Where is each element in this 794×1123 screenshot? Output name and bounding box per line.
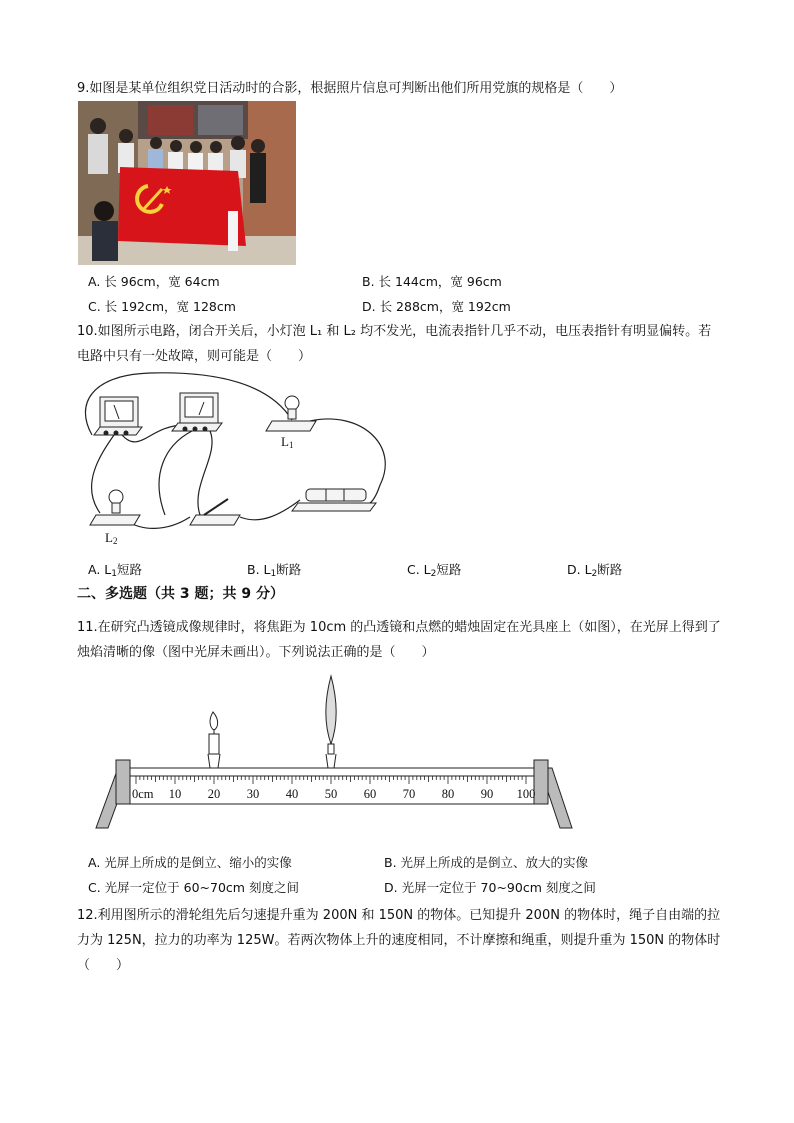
ruler-label: 40 <box>285 787 299 801</box>
section-title: 二、多选题（共 3 题；共 9 分） <box>77 586 284 602</box>
label-l2: $L_2$ <box>105 530 118 546</box>
q9-option-c[interactable]: C. 长 192cm，宽 128cm <box>88 299 236 314</box>
ruler-label: 30 <box>246 787 260 801</box>
q11-option-a[interactable]: A. 光屏上所成的是倒立、缩小的实像 <box>88 855 292 870</box>
voltmeter <box>172 393 222 431</box>
ruler-label: 80 <box>441 787 455 801</box>
q11-option-c[interactable]: C. 光屏一定位于 60~70cm 刻度之间 <box>88 880 299 895</box>
q10-stem: 10.如图所示电路，闭合开关后，小灯泡 L₁ 和 L₂ 均不发光，电流表指针几乎不动，电压表指针有明显偏转。若电路中只有一处故障，则可能是（ ） <box>77 324 712 364</box>
q10-option-c[interactable]: C. $L_2$短路 <box>407 562 462 579</box>
q10-circuit-diagram <box>70 365 390 550</box>
bulb-l2 <box>90 490 140 525</box>
ruler-label: 10 <box>168 787 182 801</box>
ruler-label: 20 <box>207 787 221 801</box>
q11-option-b[interactable]: B. 光屏上所成的是倒立、放大的实像 <box>384 855 589 870</box>
ruler-label: 70 <box>402 787 416 801</box>
q9-option-a[interactable]: A. 长 96cm，宽 64cm <box>88 274 220 289</box>
q10-option-d[interactable]: D. $L_2$断路 <box>567 562 623 579</box>
ruler-label: 60 <box>363 787 377 801</box>
ammeter <box>94 397 142 435</box>
ruler-label: 90 <box>480 787 494 801</box>
q10-option-b[interactable]: B. $L_1$断路 <box>247 562 302 579</box>
bulb-l1 <box>266 396 316 431</box>
q9-photo <box>78 101 296 265</box>
q11-optical-bench <box>94 672 574 834</box>
candle <box>208 712 220 768</box>
q11-option-d[interactable]: D. 光屏一定位于 70~90cm 刻度之间 <box>384 880 596 895</box>
q9-option-b[interactable]: B. 长 144cm，宽 96cm <box>362 274 502 289</box>
ruler-label: 0cm <box>132 787 154 801</box>
q12-stem: 12.利用图所示的滑轮组先后匀速提升重为 200N 和 150N 的物体。已知提升 200N 的物体时，绳子自由端的拉力为 125N，拉力的功率为 125W。若两次物体上升的速度相同，不计摩擦和绳重，则提升重为 150N 的物体时（ ） <box>77 908 721 973</box>
q10-option-a[interactable]: A. $L_1$短路 <box>88 562 142 579</box>
convex-lens <box>326 676 337 768</box>
ruler-label: 50 <box>324 787 338 801</box>
q9-option-d[interactable]: D. 长 288cm，宽 192cm <box>362 299 511 314</box>
q11-stem: 11.在研究凸透镜成像规律时，将焦距为 10cm 的凸透镜和点燃的蜡烛固定在光具座上（如图），在光屏上得到了烛焰清晰的像（图中光屏未画出）。下列说法正确的是（ ） <box>77 620 721 660</box>
label-l1: $L_1$ <box>281 434 294 450</box>
battery <box>292 489 376 511</box>
q9-stem: 9.如图是某单位组织党日活动时的合影，根据照片信息可判断出他们所用党旗的规格是（ ） <box>77 81 623 96</box>
ruler-label: 100 <box>516 787 536 801</box>
